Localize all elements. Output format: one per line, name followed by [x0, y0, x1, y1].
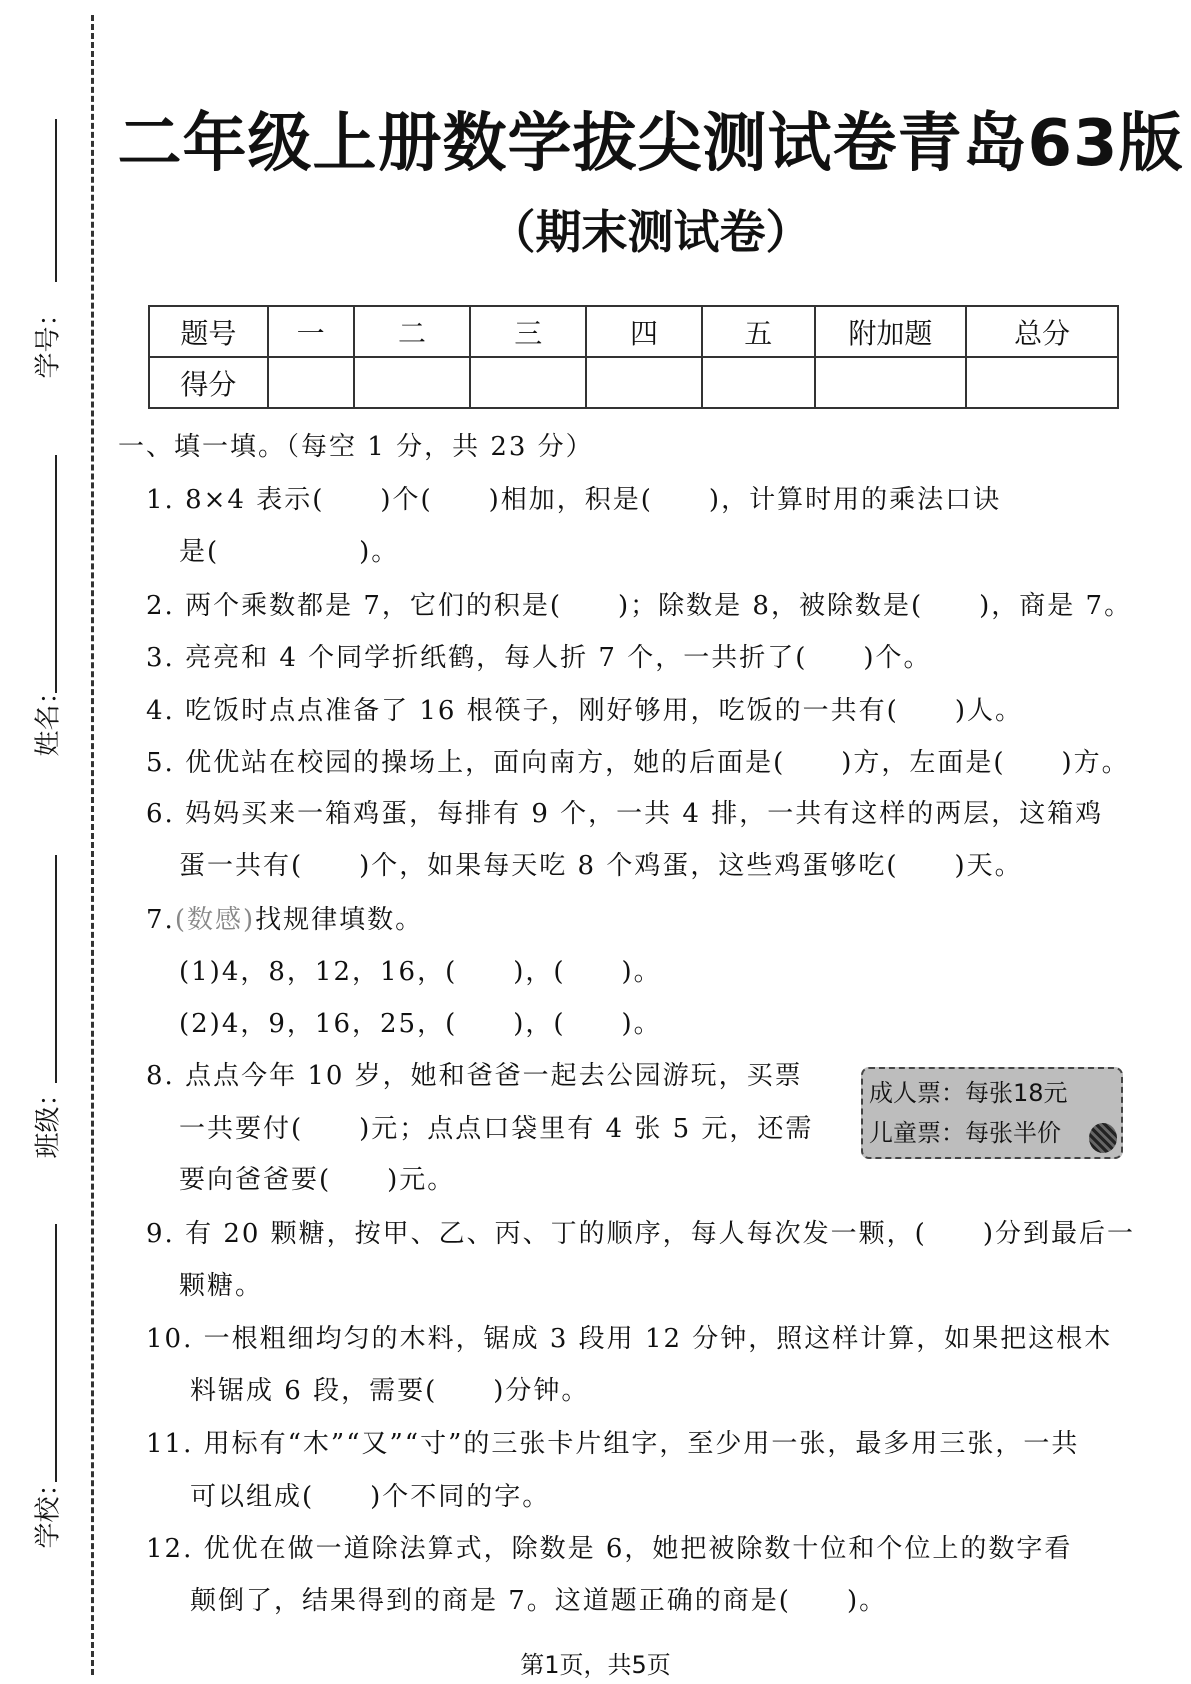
header-cell: 五 — [702, 306, 815, 357]
question-10-cont: 料锯成 6 段，需要( )分钟。 — [190, 1376, 590, 1406]
class-label: 班级： — [33, 1080, 64, 1159]
score-cell[interactable] — [354, 357, 471, 408]
student-id-label: 学号： — [33, 300, 64, 379]
score-table-header-row — [149, 306, 1118, 357]
question-7-number: 7. — [146, 905, 175, 935]
score-cell[interactable] — [586, 357, 702, 408]
question-4: 4. 吃饭时点点准备了 16 根筷子，刚好够用，吃饭的一共有( )人。 — [146, 696, 1023, 726]
score-cell[interactable] — [470, 357, 586, 408]
header-cell: 题号 — [149, 306, 268, 357]
question-10: 10. 一根粗细均匀的木料，锯成 3 段用 12 分钟，照这样计算，如果把这根木 — [146, 1324, 1113, 1354]
name-write-line — [55, 455, 57, 693]
score-cell[interactable] — [966, 357, 1118, 408]
question-2: 2. 两个乘数都是 7，它们的积是( )；除数是 8，被除数是( )，商是 7。 — [146, 591, 1133, 621]
question-7-text: 找规律填数。 — [255, 905, 424, 935]
question-8: 8. 点点今年 10 岁，她和爸爸一起去公园游玩，买票 — [146, 1061, 803, 1091]
question-8-cont-2: 要向爸爸要( )元。 — [179, 1165, 456, 1195]
question-9: 9. 有 20 颗糖，按甲、乙、丙、丁的顺序，每人每次发一颗，( )分到最后一 — [146, 1219, 1135, 1249]
row-label: 得分 — [149, 357, 268, 408]
question-12-cont: 颠倒了，结果得到的商是 7。这道题正确的商是( )。 — [190, 1586, 888, 1616]
question-7 — [146, 902, 423, 938]
question-9-cont: 颗糖。 — [179, 1271, 264, 1301]
score-table-score-row — [149, 357, 1118, 408]
question-1: 1. 8×4 表示( )个( )相加，积是( )，计算时用的乘法口诀 — [146, 485, 1002, 515]
score-cell[interactable] — [268, 357, 354, 408]
header-cell: 总分 — [966, 306, 1118, 357]
header-cell: 三 — [470, 306, 586, 357]
question-3: 3. 亮亮和 4 个同学折纸鹤，每人折 7 个，一共折了( )个。 — [146, 643, 932, 673]
school-write-line — [55, 1224, 57, 1482]
class-write-line — [55, 855, 57, 1083]
header-cell: 附加题 — [815, 306, 967, 357]
header-cell: 四 — [586, 306, 702, 357]
question-7-part-1: (1)4，8，12，16，( )，( )。 — [179, 957, 662, 987]
cut-line — [91, 15, 94, 1675]
student-id-write-line — [55, 119, 57, 282]
question-7-part-2: (2)4，9，16，25，( )，( )。 — [179, 1009, 662, 1039]
question-12: 12. 优优在做一道除法算式，除数是 6，她把被除数十位和个位上的数字看 — [146, 1534, 1073, 1564]
page-subtitle: （期末测试卷） — [489, 205, 812, 259]
question-8-cont: 一共要付( )元；点点口袋里有 4 张 5 元，还需 — [179, 1114, 814, 1144]
question-6-cont: 蛋一共有( )个，如果每天吃 8 个鸡蛋，这些鸡蛋够吃( )天。 — [179, 851, 1023, 881]
section-heading: 一、填一填。（每空 1 分，共 23 分） — [118, 432, 594, 462]
page-number: 第1页，共5页 — [520, 1651, 671, 1679]
question-1-cont: 是( )。 — [179, 537, 400, 567]
ticket-price-card — [861, 1067, 1123, 1159]
child-ticket-price: 儿童票：每张半价 — [869, 1119, 1061, 1147]
name-label: 姓名： — [33, 678, 64, 757]
score-cell[interactable] — [815, 357, 967, 408]
question-11-cont: 可以组成( )个不同的字。 — [190, 1482, 551, 1512]
question-6: 6. 妈妈买来一箱鸡蛋，每排有 9 个，一共 4 排，一共有这样的两层，这箱鸡 — [146, 799, 1104, 829]
score-table — [148, 305, 1119, 409]
question-5: 5. 优优站在校园的操场上，面向南方，她的后面是( )方，左面是( )方。 — [146, 748, 1130, 778]
score-cell[interactable] — [702, 357, 815, 408]
page-title: 二年级上册数学拔尖测试卷青岛63版 — [117, 107, 1184, 181]
school-label: 学校： — [33, 1470, 64, 1549]
question-11: 11. 用标有“木”“又”“寸”的三张卡片组字，至少用一张，最多用三张，一共 — [146, 1429, 1080, 1459]
header-cell: 二 — [354, 306, 471, 357]
ladybug-icon — [1089, 1123, 1117, 1153]
header-cell: 一 — [268, 306, 354, 357]
question-7-tag: (数感) — [174, 905, 256, 935]
adult-ticket-price: 成人票：每张18元 — [869, 1079, 1068, 1107]
